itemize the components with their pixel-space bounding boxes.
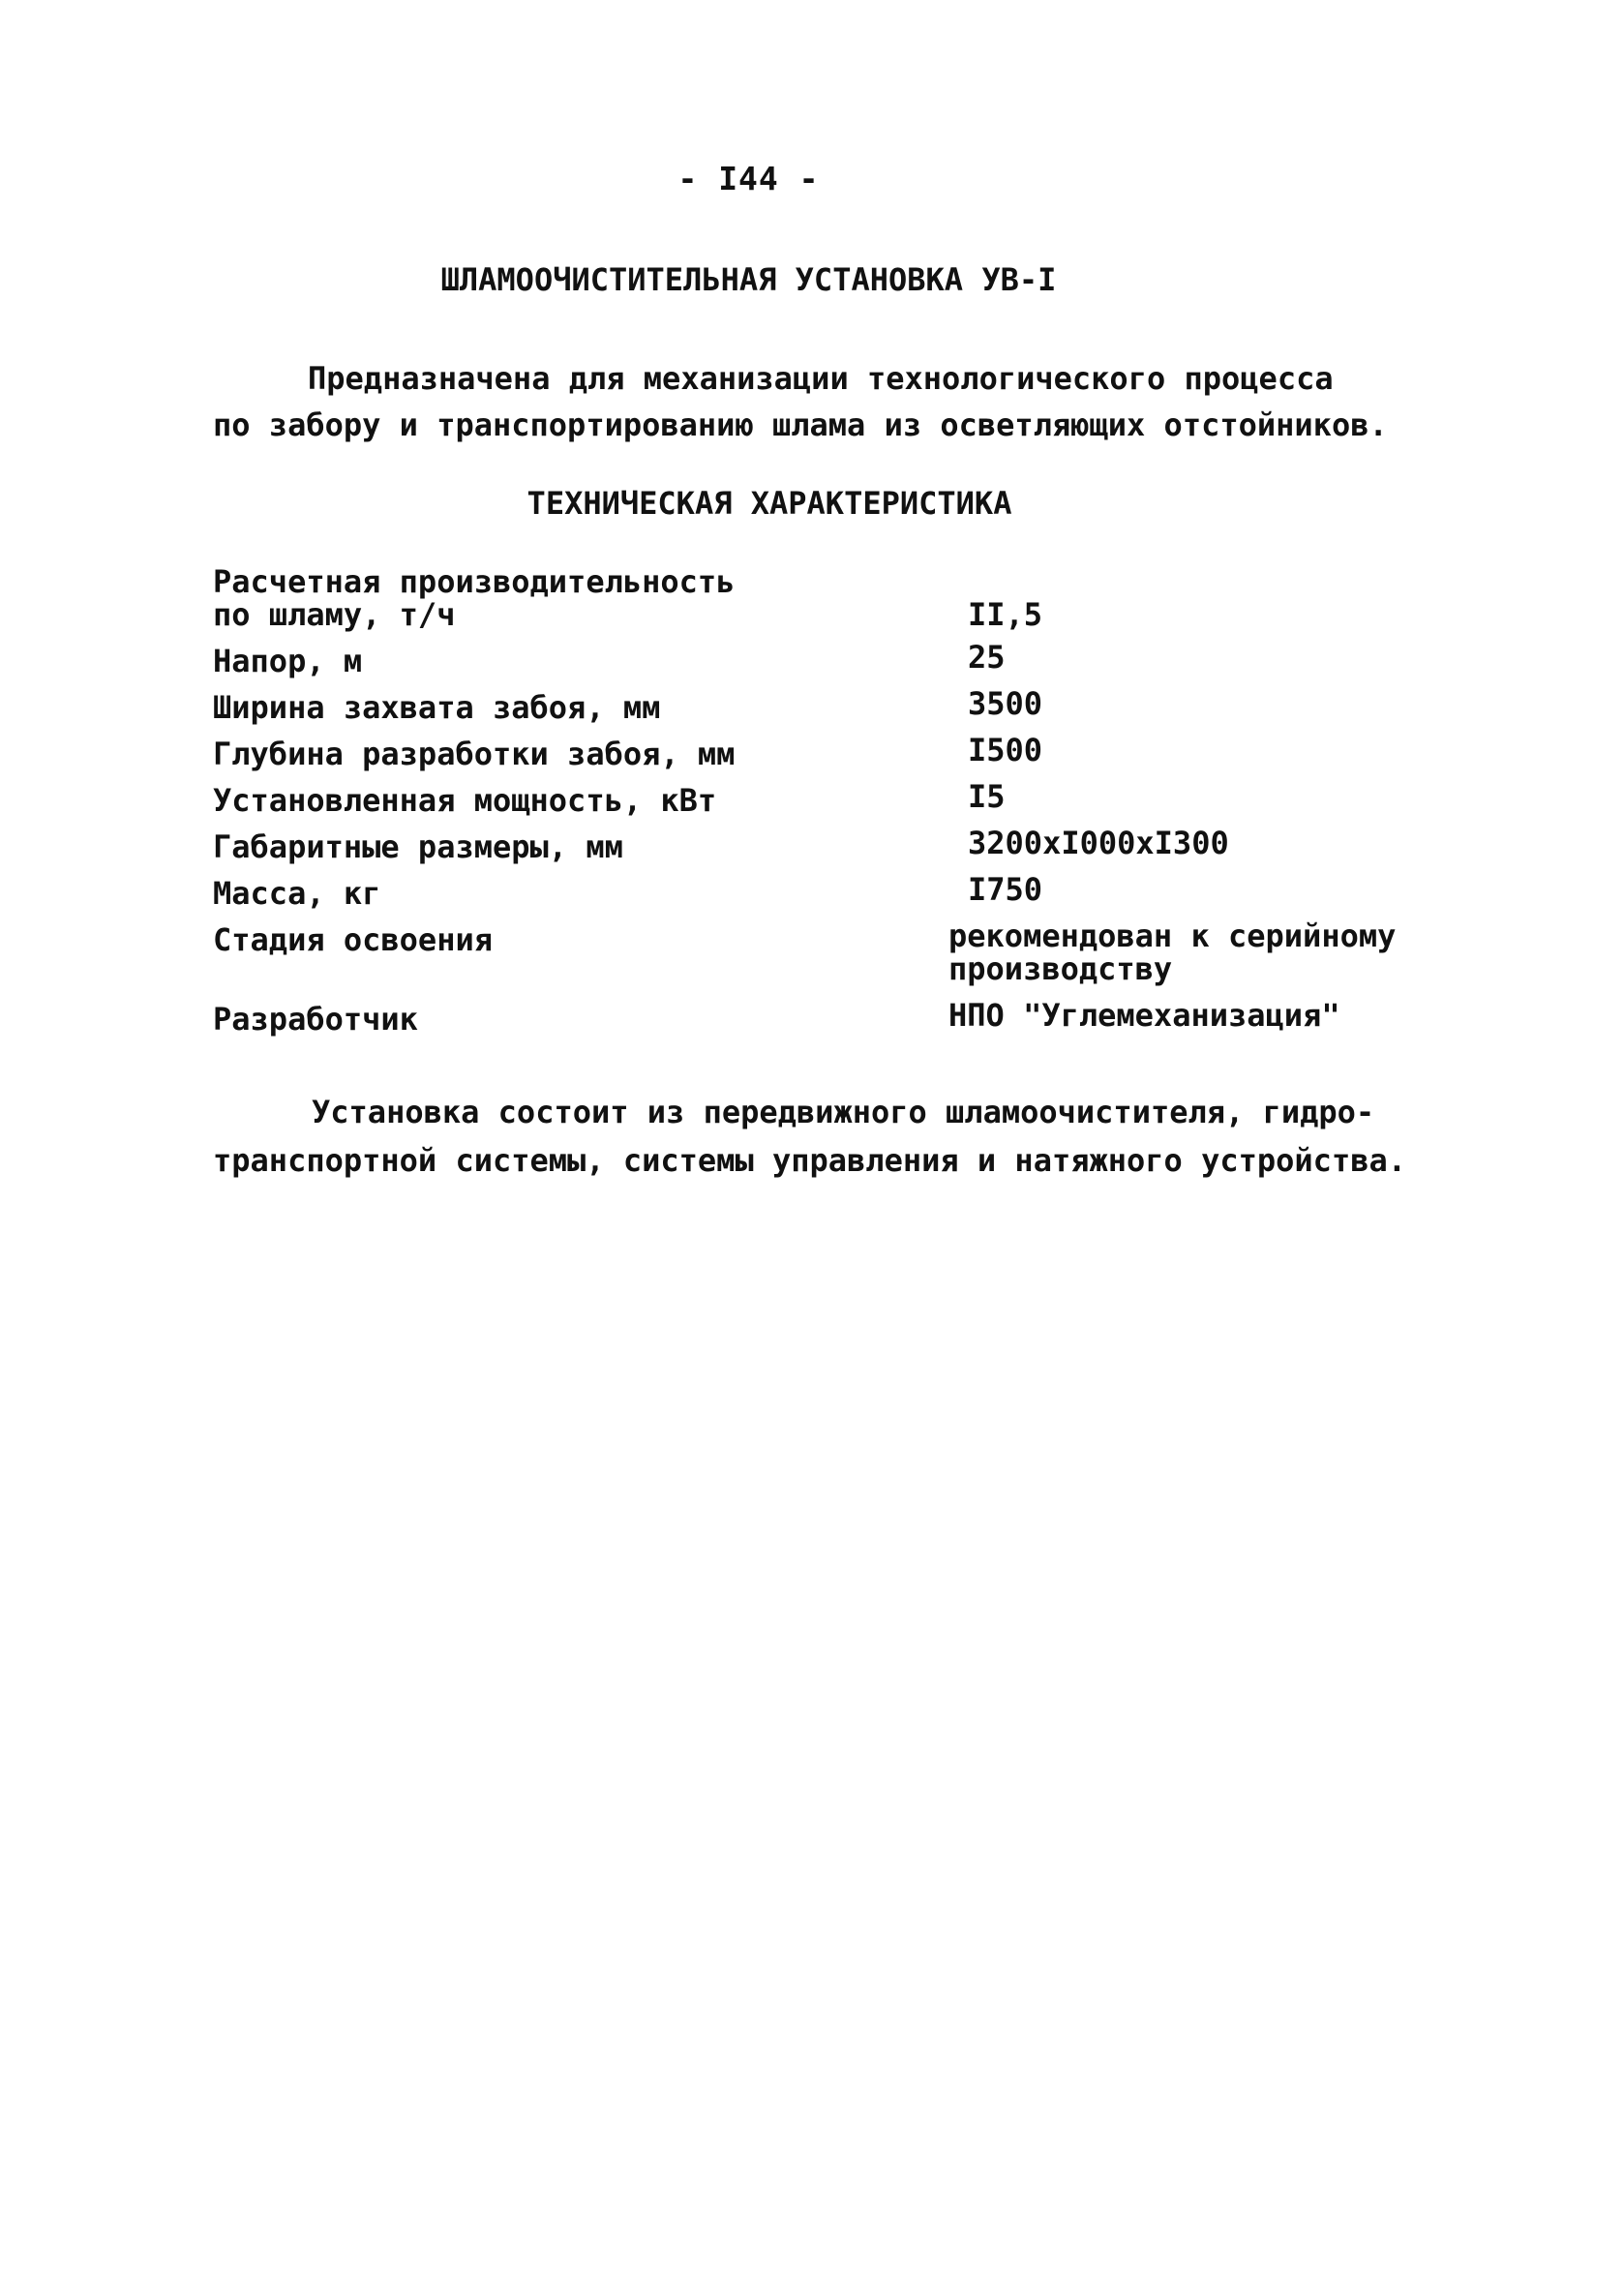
spec-value-power: I5 xyxy=(968,778,1006,815)
spec-label-capacity-line-1: Расчетная производительность xyxy=(213,563,736,600)
page-number: - I44 - xyxy=(677,160,820,197)
spec-label-dimensions: Габаритные размеры, мм xyxy=(213,828,623,865)
spec-value-depth: I500 xyxy=(968,732,1043,768)
spec-label-width: Ширина захвата забоя, мм xyxy=(213,689,661,726)
spec-value-dimensions: 3200хI000хI300 xyxy=(968,825,1229,861)
spec-label-depth: Глубина разработки забоя, мм xyxy=(213,736,736,772)
spec-label-head: Напор, м xyxy=(213,643,363,679)
spec-label-capacity-line-2: по шламу, т/ч xyxy=(213,596,456,633)
spec-value-head: 25 xyxy=(968,639,1006,676)
spec-label-developer: Разработчик xyxy=(213,1001,418,1038)
intro-paragraph-line-2: по забору и транспортированию шлама из осветляющих отстойников. xyxy=(213,406,1388,443)
intro-paragraph-line-1: Предназначена для механизации технологического процесса xyxy=(308,360,1334,397)
outro-paragraph-line-2: транспортной системы, системы управления и натяжного устройства. xyxy=(213,1142,1406,1179)
spec-value-stage-line-2: производству xyxy=(948,950,1173,987)
spec-value-mass: I750 xyxy=(968,871,1043,908)
spec-value-width: 3500 xyxy=(968,685,1043,722)
spec-heading: ТЕХНИЧЕСКАЯ ХАРАКТЕРИСТИКА xyxy=(526,485,1012,522)
document-title: ШЛАМООЧИСТИТЕЛЬНАЯ УСТАНОВКА УВ-I xyxy=(440,261,1057,298)
outro-paragraph-line-1: Установка состоит из передвижного шламоочистителя, гидро- xyxy=(312,1094,1375,1130)
spec-label-mass: Масса, кг xyxy=(213,875,381,912)
spec-value-developer: НПО "Углемеханизация" xyxy=(948,997,1340,1034)
spec-value-stage-line-1: рекомендован к серийному xyxy=(948,918,1397,954)
spec-label-power: Установленная мощность, кВт xyxy=(213,782,717,819)
spec-value-capacity: II,5 xyxy=(968,596,1043,633)
spec-label-stage: Стадия освоения xyxy=(213,921,493,958)
